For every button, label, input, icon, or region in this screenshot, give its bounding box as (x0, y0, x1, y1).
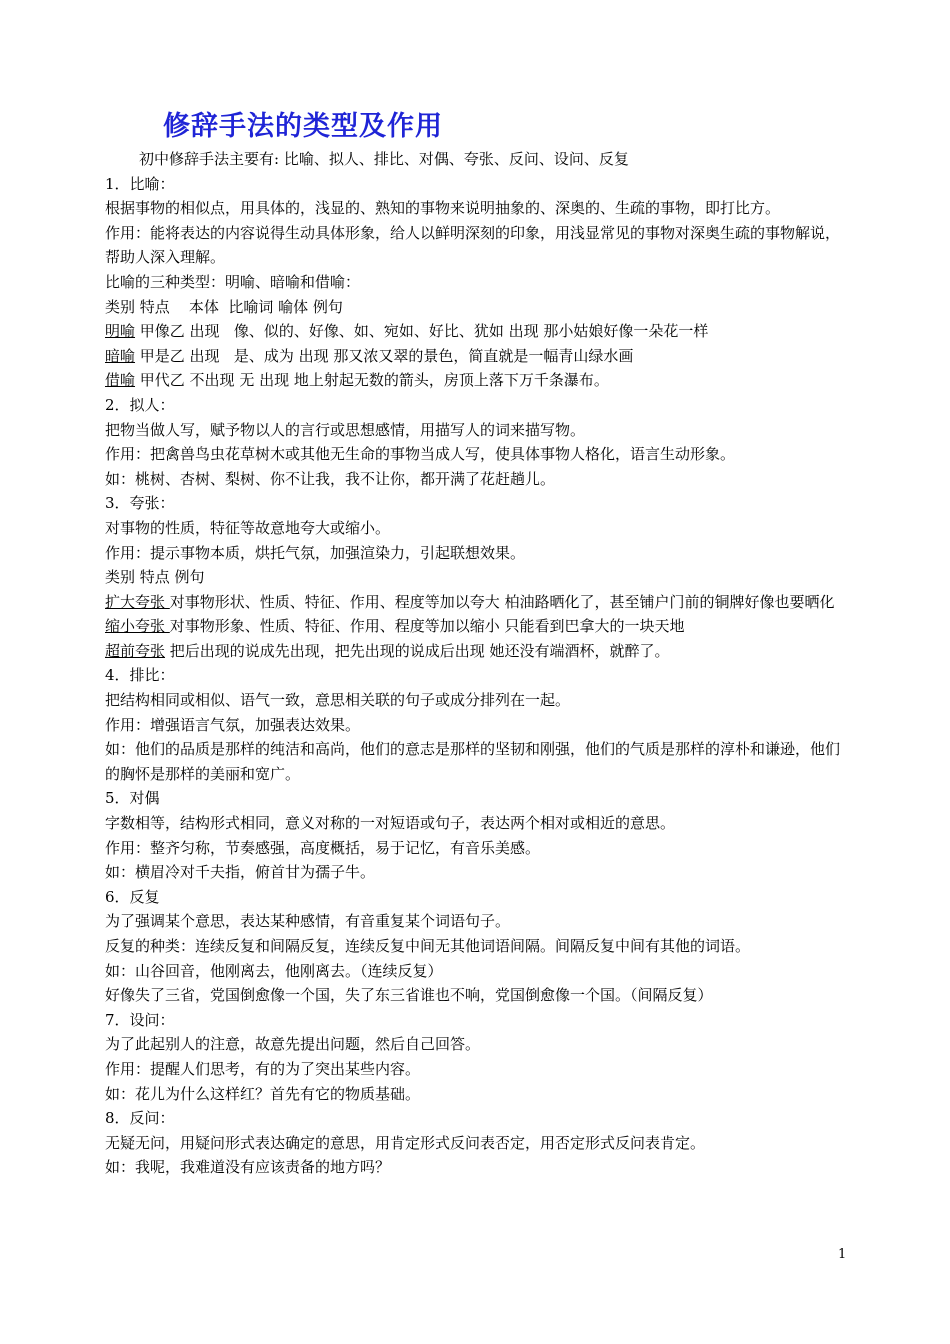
hyperbole-table-header: 类别 特点 例句 (105, 568, 205, 587)
metaphor-types: 比喻的三种类型：明喻、暗喻和借喻： (105, 272, 361, 291)
hyperbole-row (105, 639, 850, 664)
repetition-example-interval: 好像失了三省，党国倒愈像一个国，失了东三省谁也不响，党国倒愈像一个国。（间隔反复） (105, 986, 713, 1005)
metaphor-row (105, 368, 850, 393)
document-title: 修辞手法的类型及作用 (163, 111, 443, 142)
parallelism-example: 如：他们的品质是那样的纯洁和高尚，他们的意志是那样的坚韧和刚强，他们的气质是那样的淳朴和谦逊，他们的胸怀是那样的美丽和宽广。 (105, 740, 841, 783)
term-label: 暗喻 (105, 346, 136, 365)
personification-definition: 把物当做人写，赋予物以人的言行或思想感情，用描写人的词来描写物。 (105, 420, 586, 439)
page-number: 1 (838, 1247, 847, 1262)
row-text: 对事物形象、性质、特征、作用、程度等加以缩小 只能看到巴拿大的一块天地 (169, 617, 685, 636)
personification-effect: 作用：把禽兽鸟虫花草树木或其他无生命的事物当成人写，使具体事物人格化，语言生动形象。 (105, 445, 736, 464)
term-label: 借喻 (105, 371, 136, 390)
section-heading-antithesis: 5．对偶 (105, 789, 160, 808)
row-text: 对事物形状、性质、特征、作用、程度等加以夸大 柏油路晒化了，甚至铺户门前的铜牌好像也要晒化 (169, 592, 835, 611)
antithesis-effect: 作用：整齐匀称，节奏感强，高度概括，易于记忆，有音乐美感。 (105, 838, 541, 857)
rhetorical-qa-example: 如：花儿为什么这样红？首先有它的物质基础。 (105, 1084, 421, 1103)
repetition-types: 反复的种类：连续反复和间隔反复，连续反复中间无其他词语间隔。间隔反复中间有其他的词语。 (105, 937, 751, 955)
rhetorical-qa-effect: 作用：提醒人们思考，有的为了突出某些内容。 (105, 1059, 421, 1078)
section-heading-hyperbole: 3．夸张： (105, 494, 175, 513)
hyperbole-effect: 作用：提示事物本质，烘托气氛，加强渲染力，引起联想效果。 (105, 543, 526, 562)
term-label: 超前夸张 (105, 641, 166, 660)
repetition-example-continuous: 如：山谷回音，他刚离去，他刚离去。（连续反复） (105, 961, 443, 980)
metaphor-row (105, 319, 850, 344)
intro-paragraph: 初中修辞手法主要有: 比喻、拟人、排比、对偶、夸张、反问、设问、反复 (139, 150, 629, 168)
metaphor-row (105, 344, 850, 369)
metaphor-effect: 作用：能将表达的内容说得生动具体形象，给人以鲜明深刻的印象，用浅显常见的事物对深奥生疏的事物解说，帮助人深入理解。 (105, 223, 841, 267)
hyperbole-definition: 对事物的性质，特征等故意地夸大或缩小。 (105, 518, 391, 537)
document-body (105, 147, 850, 1180)
row-text: 甲代乙 不出现 无 出现 地上射起无数的箭头，房顶上落下万千条瀑布。 (135, 371, 609, 390)
row-text: 把后出现的说成先出现，把先出现的说成后出现 她还没有端酒杯，就醉了。 (165, 641, 670, 660)
hyperbole-row (105, 614, 850, 639)
rhetorical-question-example: 如：我呢，我难道没有应该责备的地方吗？ (105, 1158, 391, 1177)
section-heading-personification: 2．拟人： (105, 395, 175, 414)
antithesis-example: 如：横眉冷对千夫指，俯首甘为孺子牛。 (105, 863, 376, 882)
parallelism-effect: 作用：增强语言气氛，加强表达效果。 (105, 715, 361, 734)
row-text: 甲像乙 出现 像、似的、好像、如、宛如、好比、犹如 出现 那小姑娘好像一朵花一样 (135, 322, 709, 341)
row-text: 甲是乙 出现 是、成为 出现 那又浓又翠的景色，简直就是一幅青山绿水画 (135, 346, 634, 365)
term-label: 明喻 (105, 322, 136, 341)
section-heading-repetition: 6．反复 (105, 887, 160, 906)
metaphor-table-header: 类别 特点 本体 比喻词 喻体 例句 (105, 297, 343, 316)
section-heading-rhetorical-question: 8．反问： (105, 1109, 175, 1128)
antithesis-definition: 字数相等，结构形式相同，意义对称的一对短语或句子，表达两个相对或相近的意思。 (105, 814, 676, 833)
metaphor-definition: 根据事物的相似点，用具体的，浅显的、熟知的事物来说明抽象的、深奥的、生疏的事物，即打比方。 (105, 199, 781, 218)
rhetorical-question-definition: 无疑无问，用疑问形式表达确定的意思，用肯定形式反问表否定，用否定形式反问表肯定。 (105, 1133, 706, 1152)
term-label: 缩小夸张 (105, 617, 170, 636)
personification-example: 如：桃树、杏树、梨树、你不让我，我不让你，都开满了花赶趟儿。 (105, 469, 556, 488)
parallelism-definition: 把结构相同或相似、语气一致，意思相关联的句子或成分排列在一起。 (105, 691, 571, 710)
section-heading-rhetorical-qa: 7．设问： (105, 1010, 175, 1029)
section-heading-metaphor: 1．比喻： (105, 174, 175, 193)
repetition-definition: 为了强调某个意思，表达某种感情，有音重复某个词语句子。 (105, 912, 511, 931)
hyperbole-row (105, 590, 850, 615)
rhetorical-qa-definition: 为了此起别人的注意，故意先提出问题，然后自己回答。 (105, 1035, 481, 1054)
term-label: 扩大夸张 (105, 592, 170, 611)
section-heading-parallelism: 4．排比： (105, 666, 175, 685)
